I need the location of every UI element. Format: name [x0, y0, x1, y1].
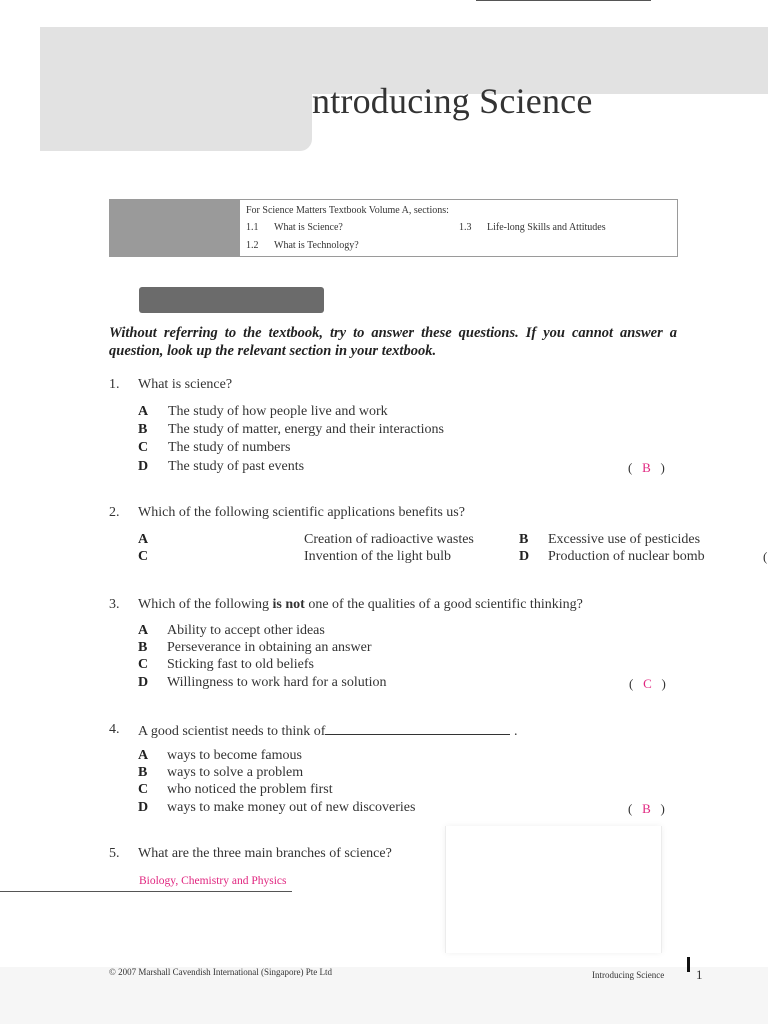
question-text: A good scientist needs to think of . [138, 724, 518, 739]
question-emphasis: is not [272, 597, 305, 612]
reference-section-label: What is Technology? [274, 240, 359, 251]
option-letter: A [138, 532, 149, 547]
answer-bracket: ( B ) [628, 460, 665, 475]
question-text: Which of the following scientific applications benefits us? [138, 505, 465, 520]
option-text: The study of matter, energy and their interactions [168, 422, 444, 437]
answer-area-box [445, 826, 662, 953]
question-number: 4. [109, 722, 120, 737]
written-answer: Biology, Chemistry and Physics [139, 875, 287, 887]
reference-section-num: 1.1 [246, 222, 259, 233]
option-letter: D [138, 459, 149, 474]
reference-section-num: 1.2 [246, 240, 259, 251]
reference-section-num: 1.3 [459, 222, 472, 233]
option-text: Creation of radioactive wastes [304, 532, 474, 547]
answer-value: C [643, 676, 652, 691]
question-text: Which of the following is not one of the qualities of a good scientific thinking? [138, 597, 583, 612]
option-letter: B [138, 422, 148, 437]
option-text: ways to make money out of new discoveries [167, 800, 416, 815]
option-text: Ability to accept other ideas [167, 623, 325, 638]
footer-chapter-name: Introducing Science [592, 970, 665, 980]
instructions: Without referring to the textbook, try to answer these questions. If you cannot answer a question, look up the relevant section in your textbook. [109, 325, 677, 359]
section-heading-pill [139, 287, 324, 313]
option-letter: A [138, 623, 149, 638]
option-text: who noticed the problem first [167, 782, 333, 797]
option-letter: B [138, 640, 148, 655]
question-text: What are the three main branches of science? [138, 846, 392, 861]
option-text: Perseverance in obtaining an answer [167, 640, 372, 655]
reference-box-shade [109, 199, 240, 256]
footer-bar [687, 957, 690, 972]
option-letter: B [519, 532, 529, 547]
answer-bracket-partial: ( [763, 549, 768, 564]
option-text: Excessive use of pesticides [548, 532, 701, 547]
option-text: Invention of the light bulb [304, 549, 451, 564]
reference-section-label: What is Science? [274, 222, 343, 233]
answer-value: B [642, 460, 651, 475]
reference-intro: For Science Matters Textbook Volume A, sections: [246, 205, 449, 216]
question-text: What is science? [138, 377, 233, 392]
option-letter: A [138, 404, 149, 419]
question-number: 2. [109, 505, 120, 520]
option-text: Production of nuclear bomb [548, 549, 705, 564]
option-letter: C [138, 657, 149, 672]
answer-value: B [642, 801, 651, 816]
top-rule [476, 0, 651, 1]
option-letter: C [138, 782, 149, 797]
question-number: 5. [109, 846, 120, 861]
option-text: Willingness to work hard for a solution [167, 675, 387, 690]
option-text: ways to become famous [167, 748, 302, 763]
option-text: The study of numbers [168, 440, 291, 455]
option-letter: C [138, 440, 149, 455]
option-text: The study of how people live and work [168, 404, 388, 419]
reference-section-label: Life-long Skills and Attitudes [487, 222, 606, 233]
option-letter: B [138, 765, 148, 780]
question-number: 3. [109, 597, 120, 612]
question-number: 1. [109, 377, 120, 392]
answer-blank-line [325, 722, 510, 735]
footer-copyright: © 2007 Marshall Cavendish International (Singapore) Pte Ltd [109, 967, 333, 977]
answer-bracket: ( B ) [628, 801, 665, 816]
option-text: ways to solve a problem [167, 765, 304, 780]
chapter-banner-tab [40, 94, 312, 151]
option-letter: C [138, 549, 149, 564]
answer-bracket: ( C ) [629, 676, 666, 691]
option-letter: D [138, 800, 149, 815]
option-letter: A [138, 748, 149, 763]
bottom-rule [0, 891, 292, 892]
option-text: Sticking fast to old beliefs [167, 657, 314, 672]
option-letter: D [519, 549, 530, 564]
chapter-title: ntroducing Science [312, 81, 593, 121]
page-number: 1 [696, 967, 703, 982]
option-letter: D [138, 675, 149, 690]
option-text: The study of past events [168, 459, 305, 474]
